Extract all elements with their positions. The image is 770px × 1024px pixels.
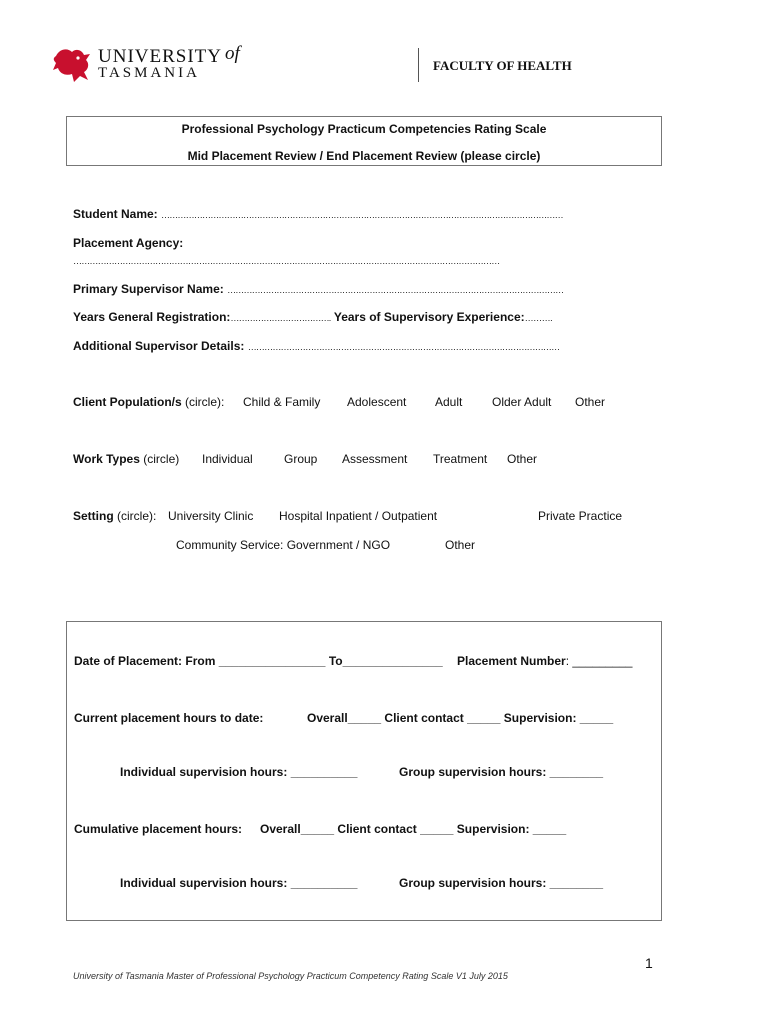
placement-agency-label: Placement Agency:	[73, 236, 184, 250]
registration-row[interactable]	[73, 310, 552, 324]
university-wordmark-of: of	[225, 43, 240, 64]
placement-number-field[interactable]: : _________	[565, 654, 633, 668]
placement-date-row[interactable]	[74, 654, 443, 668]
option-adult[interactable]: Adult	[435, 395, 463, 409]
primary-supervisor-row[interactable]	[73, 282, 563, 296]
primary-supervisor-label: Primary Supervisor Name:	[73, 282, 224, 296]
option-setting-other[interactable]: Other	[445, 538, 476, 552]
placement-agency-field[interactable]: …………………………………………………………………………………………………………………………………………	[73, 256, 500, 266]
university-wordmark-line2: TASMANIA	[98, 65, 200, 81]
option-child-family[interactable]: Child & Family	[243, 395, 321, 409]
current-hours-fields[interactable]: Overall_____ Client contact _____ Supervision: _____	[307, 711, 614, 725]
cumulative-hours-label: Cumulative placement hours:	[74, 822, 243, 836]
review-type: Mid Placement Review / End Placement Review (please circle)	[187, 149, 541, 163]
option-hospital[interactable]: Hospital Inpatient / Outpatient	[279, 509, 438, 523]
page-number: 1	[645, 955, 653, 971]
setting-label: Setting	[73, 509, 114, 523]
cumulative-individual-supervision-field[interactable]: Individual supervision hours: __________	[120, 876, 358, 890]
additional-supervisor-label: Additional Supervisor Details:	[73, 339, 245, 353]
cumulative-hours-fields[interactable]: Overall_____ Client contact _____ Supervision: _____	[260, 822, 567, 836]
cumulative-group-supervision-field[interactable]: Group supervision hours: ________	[399, 876, 604, 890]
student-name-label: Student Name:	[73, 207, 158, 221]
title-box	[66, 116, 662, 166]
university-wordmark-line1: UNIVERSITY	[98, 46, 222, 67]
work-types-hint: (circle)	[143, 452, 180, 466]
footer-text: University of Tasmania Master of Professional Psychology Practicum Competency Rating Scale V1 July 2015	[73, 971, 508, 981]
supervisory-experience-field[interactable]: ……….	[524, 313, 553, 323]
option-treatment[interactable]: Treatment	[433, 452, 488, 466]
current-hours-label: Current placement hours to date:	[74, 711, 264, 725]
setting-hint: (circle):	[117, 509, 157, 523]
client-population-hint: (circle):	[185, 395, 225, 409]
student-name-field[interactable]: …………………………………………………………………………………………………………………………………	[161, 210, 563, 220]
supervisory-experience-label: Years of Supervisory Experience:	[333, 310, 525, 324]
option-older-adult[interactable]: Older Adult	[492, 395, 552, 409]
option-university-clinic[interactable]: University Clinic	[168, 509, 254, 523]
additional-supervisor-field[interactable]: ……………………………………………………………………………………………………	[247, 342, 560, 352]
option-assessment[interactable]: Assessment	[342, 452, 408, 466]
option-individual[interactable]: Individual	[202, 452, 253, 466]
header-divider	[418, 48, 419, 82]
option-private-practice[interactable]: Private Practice	[538, 509, 623, 523]
placement-number-row[interactable]	[457, 654, 632, 668]
placement-date-field[interactable]: Date of Placement: From ________________ To_______________	[74, 654, 443, 668]
option-community-service[interactable]: Community Service: Government / NGO	[176, 538, 391, 552]
lion-crest-icon	[52, 46, 94, 84]
current-individual-supervision-field[interactable]: Individual supervision hours: __________	[120, 765, 358, 779]
current-group-supervision-field[interactable]: Group supervision hours: ________	[399, 765, 604, 779]
work-types-label: Work Types	[73, 452, 140, 466]
option-work-other[interactable]: Other	[507, 452, 538, 466]
option-adolescent[interactable]: Adolescent	[347, 395, 407, 409]
additional-supervisor-row[interactable]	[73, 339, 559, 353]
option-client-other[interactable]: Other	[575, 395, 606, 409]
student-name-row[interactable]	[73, 207, 563, 221]
primary-supervisor-field[interactable]: ……………………………………………………………………………………………………………	[227, 285, 564, 295]
form-title: Professional Psychology Practicum Competencies Rating Scale	[181, 122, 547, 136]
faculty-title: FACULTY OF HEALTH	[433, 58, 572, 73]
client-population-label: Client Population/s	[73, 395, 182, 409]
university-logo	[52, 44, 242, 86]
years-registration-field[interactable]: ……………………………….	[230, 313, 331, 323]
option-group[interactable]: Group	[284, 452, 318, 466]
placement-number-label: Placement Number	[457, 654, 566, 668]
years-registration-label: Years General Registration:	[73, 310, 231, 324]
placement-hours-box	[66, 621, 662, 921]
